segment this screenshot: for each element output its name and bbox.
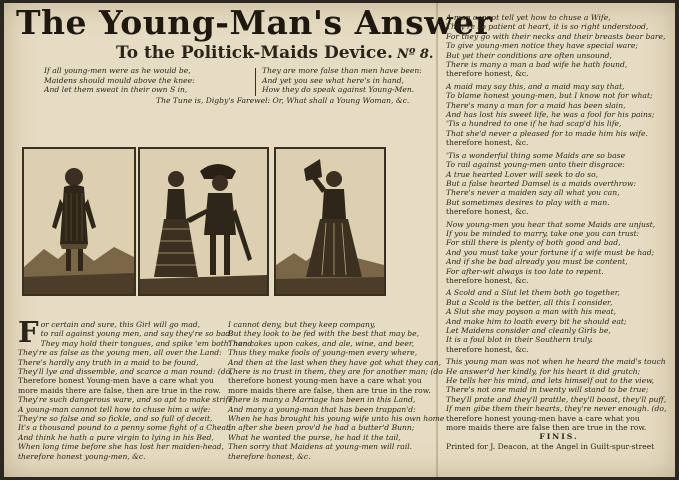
verse-line: But sometimes desires to play with a man.	[446, 197, 610, 207]
verse-line: There's never a maiden say all what you can,	[446, 188, 620, 198]
intro-left	[44, 66, 195, 95]
chorus-line: more maids there are false, then are true in the row.	[18, 385, 221, 395]
chorus-line: more maids there are false then are true in the row.	[446, 423, 647, 433]
chorus-line: Therefore honest Young-men have a care what you	[18, 376, 214, 386]
chorus-line: therefore honest, &c.	[446, 69, 529, 79]
verse-line: And if she be bad already you must be content,	[446, 257, 628, 267]
verse-line: They'll lye and dissemble, and scarce a man round: (do,	[18, 367, 233, 377]
verse-line: They're so patient at heart, it is so right understood,	[446, 22, 649, 32]
verse-line: In after she been prov'd he had a butter'd Bunn;	[228, 423, 415, 433]
verse-line: There is many a Marriage has been in this Land,	[228, 395, 416, 405]
verse-line: He tells her his mind, and lets himself out to the view,	[446, 376, 655, 386]
chorus-line: more maids there are false, then are true in the row.	[228, 385, 431, 395]
verse-line: But they look to be fed with the best that may be,	[228, 329, 420, 339]
verse-line: or certain and sure, this Girl will go mad,	[40, 320, 201, 329]
verse-line: Now young-men you hear that some Maids are unjust,	[446, 219, 656, 229]
verse-line: It is a foul blot in their Southern truly.	[446, 335, 593, 345]
verse-line: But a false hearted Damsel is a maids overthrow:	[446, 178, 637, 188]
verse-line: A young-man cannot tell how to chuse him a wife:	[18, 404, 211, 414]
verse-line: therefore honest young-men, &c.	[18, 451, 146, 461]
verse-line: To blame honest young-men, but I know not for what;	[446, 91, 653, 101]
verse-line: And has lost his sweet life, he was a fool for his pains;	[446, 110, 655, 120]
verse-column-1	[18, 315, 253, 461]
verse-line: A man cannot tell yet how to chuse a Wife,	[446, 13, 611, 22]
verse-line: There's many a man for a maid has been slain,	[446, 100, 626, 110]
verse-line: therefore honest, &c.	[228, 451, 311, 461]
chorus-line: therefore honest, &c.	[446, 207, 529, 217]
verse-line: Then sorry that Maidens at young-men will rail.	[228, 442, 413, 452]
intro-line: If all young-men were as he would be,	[44, 66, 191, 75]
tune-line: The Tune is, Digby's Farewel: Or, What shall a Young Woman, &c.	[156, 96, 410, 105]
verse-line: And you must take your fortune if a wife must be had;	[446, 247, 655, 257]
printer-imprint: Printed for J. Deacon, at the Angel in Guilt-spur-street	[446, 441, 655, 451]
verse-column-2	[228, 320, 445, 461]
intro-line: How they do speak against Young-Men.	[262, 85, 415, 95]
finis-label: FINIS.	[539, 432, 579, 442]
subtitle	[116, 43, 433, 63]
verse-line: They're as false as the young men, all over the Land:	[18, 348, 222, 358]
verse-line: And then at the last when they have got what they can,	[228, 357, 442, 367]
verse-line: There is no trust in them, they are for another man; (do	[228, 367, 443, 377]
verse-line: A Scold and a Slut let them both go together,	[446, 288, 620, 298]
page-title: The Young-Man's Answer	[16, 3, 493, 42]
verse-line: to rail against young men, and say they're so bad:	[40, 329, 233, 339]
verse-line: To give young-men notice they have special ware;	[446, 41, 638, 51]
verse-line: 'Tis a hundred to one if he had scap'd his life,	[446, 119, 622, 129]
verse-line: And many a young-man that has been trappan'd:	[228, 404, 416, 414]
verse-line: A Slut she may poyson a man with his meat,	[446, 307, 617, 317]
broadside-sheet	[4, 3, 675, 477]
verse-line: They're such dangerous ware, and so apt to make strife,	[18, 395, 236, 405]
verse-line: To rail against young-men unto their disgrace:	[446, 160, 625, 170]
verse-line: When he has brought his young wife unto his own home	[228, 414, 445, 424]
verse-line: Then cakes upon cakes, and ale, wine, and beer,	[228, 338, 415, 348]
verse-line: I cannot deny, but they keep company,	[228, 320, 376, 329]
verse-line: That she'd never a pleased for to made him his wife.	[446, 128, 648, 138]
verse-line: They may hold their tongues, and spike 'em both' hand	[40, 338, 253, 348]
verse-line: There's hardly any truth in a maid to be found,	[18, 357, 199, 367]
verse-column-3	[446, 13, 672, 451]
verse-line: If you be minded to marry, take one you can trust:	[446, 228, 640, 238]
intro-right	[262, 66, 422, 95]
verse-line: But yet their conditions are often unsound,	[446, 50, 612, 60]
verse-line: It's a thousand pound to a penny some fight of a Cheat;	[18, 423, 232, 433]
verse-line: For still there is plenty of both good and bad,	[446, 238, 621, 248]
verse-line: He answer'd her kindly, for his heart it did grutch;	[446, 366, 641, 376]
verse-line: 'Tis a wonderful thing some Maids are so base	[446, 150, 626, 160]
ballad-number: Nº 8.	[396, 47, 434, 62]
verse-line: And make him to loath every bit he should eat;	[446, 316, 627, 326]
chorus-line: therefore honest, &c.	[446, 275, 529, 285]
woodcut-couple-icon	[138, 147, 269, 296]
woodcut-man-icon	[22, 147, 136, 296]
verse-line: But a Scold is the better, all this I consider,	[446, 297, 613, 307]
verse-line: For after-wit always is too late to repent.	[446, 266, 604, 276]
verse-line: When long time before she has lost her maiden-head,	[18, 442, 224, 452]
verse-line: They'll prate and they'll prattle, they'll boast, they'll puff,	[446, 394, 667, 404]
verse-line: There's not one maid in twenty will stand to be true;	[446, 385, 649, 395]
chorus-line: therefore honest, &c.	[446, 344, 529, 354]
subtitle-text: To the Politick-Maids Device.	[116, 43, 393, 63]
verse-line: There is many a man a bad wife he hath found,	[446, 60, 628, 70]
verse-line: Thus they make fools of young-men every where,	[228, 348, 418, 358]
chorus-line: therefore honest, &c.	[446, 138, 529, 148]
drop-cap: F	[18, 315, 39, 349]
verse-line: For they go with their necks and their breasts bear bare,	[446, 31, 666, 41]
chorus-line: therefore honest young-men have a care what you	[446, 413, 640, 423]
verse-line: They're so false and so fickle, and so full of deceit,	[18, 414, 213, 424]
intro-divider	[255, 68, 256, 96]
verse-line: Let Maidens consider and cleanly Girls be,	[446, 326, 611, 335]
intro-line: And yet you see what here's in hand,	[262, 75, 404, 85]
intro-line: Maidens should mould above the knee:	[44, 75, 195, 85]
verse-line: This young man was not when he heard the maid's touch	[446, 357, 666, 367]
verse-line: A true hearted Lover will seek to do so,	[446, 169, 599, 179]
chorus-line: therefore honest young-men have a care what you	[228, 376, 422, 386]
verse-line: What he wanted the purse, he had it the tail,	[228, 432, 401, 442]
intro-line: They are more false than men have been:	[262, 66, 422, 75]
woodcut-lady-icon	[274, 147, 386, 296]
verse-line: And think he hath a pure virgin to lying in his Bed,	[18, 432, 214, 442]
intro-line: And let them sweat in their own S in,	[44, 85, 188, 95]
verse-line: If men gibe them their hearts, they're never enough. (do,	[446, 404, 667, 414]
verse-line: A maid may say this, and a maid may say that,	[446, 81, 625, 91]
